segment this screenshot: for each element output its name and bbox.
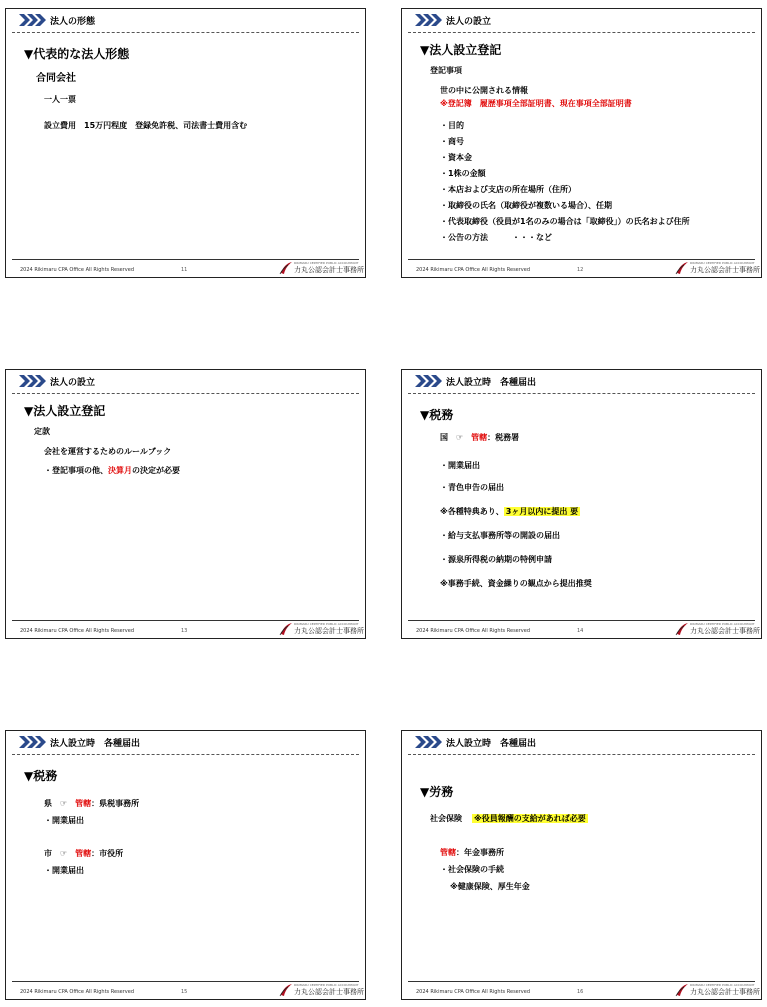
registry-note: ※登記簿 履歴事項全部証明書、現在事項全部証明書 bbox=[440, 99, 632, 108]
slide-heading: ▼代表的な法人形態 bbox=[24, 47, 130, 61]
footer-copyright: 2024 Rikimaru CPA Office All Rights Reserved bbox=[416, 989, 531, 995]
slide-heading: ▼法人設立登記 bbox=[420, 43, 502, 57]
setup-cost: 設立費用 15万円程度 登録免許税、司法書士費用含む bbox=[44, 121, 248, 130]
footer-copyright: 2024 Rikimaru CPA Office All Rights Reserved bbox=[416, 628, 531, 634]
slide-title: 法人の設立 bbox=[446, 17, 492, 27]
articles-label: 定款 bbox=[34, 427, 50, 436]
firm-logo: RIKIMARU CERTIFIED PUBLIC ACCOUNTANT 力丸公認会計士事務所 bbox=[279, 622, 349, 636]
list-item: ・代表取締役（役員が1名のみの場合は「取締役」）の氏名および住所 bbox=[440, 217, 690, 226]
logo-swoosh-icon bbox=[675, 261, 689, 275]
page-number: 14 bbox=[577, 628, 584, 634]
slide-title: 法人の形態 bbox=[50, 17, 96, 27]
list-item: ・公告の方法 ・・・など bbox=[440, 233, 552, 242]
fiscal-month-note: ・登記事項の他、決算月の決定が必要 bbox=[44, 466, 180, 475]
slide-title: 法人の設立 bbox=[50, 378, 96, 388]
firm-logo: RIKIMARU CERTIFIED PUBLIC ACCOUNTANT 力丸公認会計士事務所 bbox=[675, 261, 745, 275]
footer-copyright: 2024 Rikimaru CPA Office All Rights Reserved bbox=[20, 628, 135, 634]
slide-title: 法人設立時 各種届出 bbox=[446, 739, 537, 749]
page-number: 13 bbox=[181, 628, 188, 634]
logo-swoosh-icon bbox=[675, 622, 689, 636]
slide-15 bbox=[5, 730, 366, 1000]
slide-12 bbox=[401, 8, 762, 278]
page-number: 12 bbox=[577, 267, 584, 273]
city-jurisdiction: 市 ☞ 管轄：市役所 bbox=[44, 849, 124, 858]
footer-divider bbox=[408, 259, 755, 260]
slide-title: 法人設立時 各種届出 bbox=[446, 378, 537, 388]
insurance-note: ※健康保険、厚生年金 bbox=[450, 882, 530, 891]
list-item: ・青色申告の届出 bbox=[440, 483, 504, 492]
articles-description: 会社を運営するためのルールブック bbox=[44, 447, 172, 456]
list-item: ・給与支払事務所等の開設の届出 bbox=[440, 531, 560, 540]
voting-rule: 一人一票 bbox=[44, 95, 76, 104]
firm-logo: RIKIMARU CERTIFIED PUBLIC ACCOUNTANT 力丸公認会計士事務所 bbox=[675, 622, 745, 636]
list-item: ・開業届出 bbox=[44, 866, 84, 875]
jurisdiction-line: 管轄：年金事務所 bbox=[440, 848, 504, 857]
firm-logo: RIKIMARU CERTIFIED PUBLIC ACCOUNTANT 力丸公認会計士事務所 bbox=[675, 983, 745, 997]
jurisdiction-line: 国 ☞ 管轄：税務署 bbox=[440, 433, 520, 442]
social-insurance-line: 社会保険 ※役員報酬の支給があれば必要 bbox=[430, 814, 586, 823]
list-item: ・資本金 bbox=[440, 153, 472, 162]
deadline-note: ※各種特典あり、 3ヶ月以内に提出 要 bbox=[440, 507, 579, 516]
list-item: ・1株の金額 bbox=[440, 169, 486, 178]
list-item: ・源泉所得税の納期の特例申請 bbox=[440, 555, 552, 564]
slide-heading: ▼税務 bbox=[420, 408, 454, 422]
logo-swoosh-icon bbox=[279, 622, 293, 636]
public-info-label: 世の中に公開される情報 bbox=[440, 86, 528, 95]
slide-14 bbox=[401, 369, 762, 639]
registration-items-label: 登記事項 bbox=[430, 66, 462, 75]
footer-divider bbox=[408, 620, 755, 621]
list-item: ・社会保険の手続 bbox=[440, 865, 504, 874]
footer-copyright: 2024 Rikimaru CPA Office All Rights Reserved bbox=[20, 989, 135, 995]
page-number: 15 bbox=[181, 989, 188, 995]
slide-heading: ▼法人設立登記 bbox=[24, 404, 106, 418]
firm-logo: RIKIMARU CERTIFIED PUBLIC ACCOUNTANT 力丸公認会計士事務所 bbox=[279, 983, 349, 997]
list-item: ・開業届出 bbox=[440, 461, 480, 470]
slide-title: 法人設立時 各種届出 bbox=[50, 739, 141, 749]
footer-divider bbox=[408, 981, 755, 982]
footer-copyright: 2024 Rikimaru CPA Office All Rights Reserved bbox=[20, 267, 135, 273]
slide-16 bbox=[401, 730, 762, 1000]
footer-copyright: 2024 Rikimaru CPA Office All Rights Reserved bbox=[416, 267, 531, 273]
list-item: ・開業届出 bbox=[44, 816, 84, 825]
prefecture-jurisdiction: 県 ☞ 管轄：県税事務所 bbox=[44, 799, 140, 808]
footer-divider bbox=[12, 981, 359, 982]
list-item: ・商号 bbox=[440, 137, 464, 146]
slide-13 bbox=[5, 369, 366, 639]
logo-swoosh-icon bbox=[675, 983, 689, 997]
recommendation-note: ※事務手続、資金繰りの観点から提出推奨 bbox=[440, 579, 592, 588]
footer-divider bbox=[12, 259, 359, 260]
page-number: 11 bbox=[181, 267, 188, 273]
footer-divider bbox=[12, 620, 359, 621]
list-item: ・取締役の氏名（取締役が複数いる場合）、任期 bbox=[440, 201, 612, 210]
company-type: 合同会社 bbox=[36, 73, 76, 84]
list-item: ・本店および支店の所在場所（住所） bbox=[440, 185, 576, 194]
firm-logo: RIKIMARU CERTIFIED PUBLIC ACCOUNTANT 力丸公認会計士事務所 bbox=[279, 261, 349, 275]
page-number: 16 bbox=[577, 989, 584, 995]
slide-11 bbox=[5, 8, 366, 278]
logo-swoosh-icon bbox=[279, 261, 293, 275]
logo-swoosh-icon bbox=[279, 983, 293, 997]
slide-heading: ▼税務 bbox=[24, 769, 58, 783]
slide-heading: ▼労務 bbox=[420, 785, 454, 799]
list-item: ・目的 bbox=[440, 121, 464, 130]
